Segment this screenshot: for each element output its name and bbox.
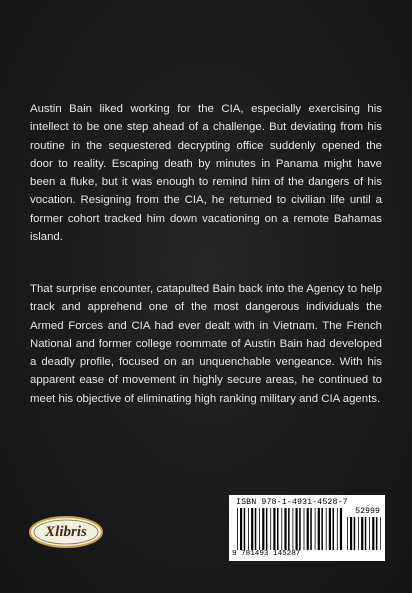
barcode-bar — [270, 508, 271, 550]
blurb-paragraph-2: That surprise encounter, catapulted Bain back into the Agency to help track and apprehend one of the most dangerous individuals the Armed Forces and CIA had ever dealt with in Vietnam. The French National and former college roommate of Austin Bain had developed a deadly profile, focused on an unquenchable vengeance. With his apparent ease of movement in highly secure areas, he continued to meet his objective of eliminating high ranking military and CIA agents. — [30, 283, 382, 405]
publisher-logo-text: Xlibris — [45, 524, 87, 540]
price-code: 52999 — [355, 507, 380, 516]
barcode-bar — [293, 508, 294, 550]
barcode-bar — [240, 508, 242, 550]
barcode-bar — [307, 508, 309, 550]
barcode-bar — [255, 508, 256, 550]
barcode-bar — [251, 508, 253, 550]
barcode-bar — [244, 508, 246, 550]
barcode-bar — [369, 517, 370, 550]
barcode-digits: 9 781493 145287 — [232, 550, 301, 558]
barcode-bar — [266, 508, 268, 550]
barcode-bar — [340, 508, 342, 550]
barcode-bar — [376, 517, 378, 550]
barcode-bar — [318, 508, 320, 550]
barcode-bar — [347, 517, 348, 550]
ean-barcode-bars — [237, 508, 343, 550]
publisher-logo — [28, 515, 104, 549]
barcode-bar — [326, 508, 327, 550]
isbn-barcode — [229, 495, 385, 561]
barcode-bar — [277, 508, 279, 550]
barcode-bar — [354, 517, 356, 550]
barcode-bar — [361, 517, 363, 550]
barcode-bar — [358, 517, 359, 550]
barcode-bar — [310, 508, 312, 550]
barcode-bar — [337, 508, 338, 550]
barcode-bar — [262, 508, 264, 550]
barcode-bar — [288, 508, 290, 550]
barcode-bar — [237, 508, 238, 550]
barcode-bar — [259, 508, 260, 550]
barcode-bar — [315, 508, 316, 550]
blurb-paragraph-1: Austin Bain liked working for the CIA, especially exercising his intellect to be one step ahead of a challenge. But deviating from his routine in the sequestered decrypting office suddenly opened the door to reality. Escaping death by minutes in Panama might have been a fluke, but it was enough to remind him of the dangers of his vocation. Resigning from the CIA, he returned to civilian life until a former cohort tracked him down vacationing on a remote Bahamas island. — [30, 103, 382, 244]
addon-barcode-bars — [347, 517, 381, 550]
barcode-bar — [365, 517, 367, 550]
barcode-bar — [284, 508, 286, 550]
barcode-bar — [333, 508, 335, 550]
barcode-bar — [299, 508, 301, 550]
barcode-bar — [281, 508, 282, 550]
barcode-bar — [248, 508, 249, 550]
barcode-bar — [304, 508, 305, 550]
barcode-bar — [321, 508, 323, 550]
barcode-bar — [329, 508, 331, 550]
barcode-bar — [350, 517, 352, 550]
barcode-bar — [273, 508, 275, 550]
barcode-bar — [372, 517, 374, 550]
isbn-number: ISBN 978-1-4931-4528-7 — [236, 498, 348, 507]
barcode-bar — [380, 517, 381, 550]
barcode-bar — [296, 508, 298, 550]
